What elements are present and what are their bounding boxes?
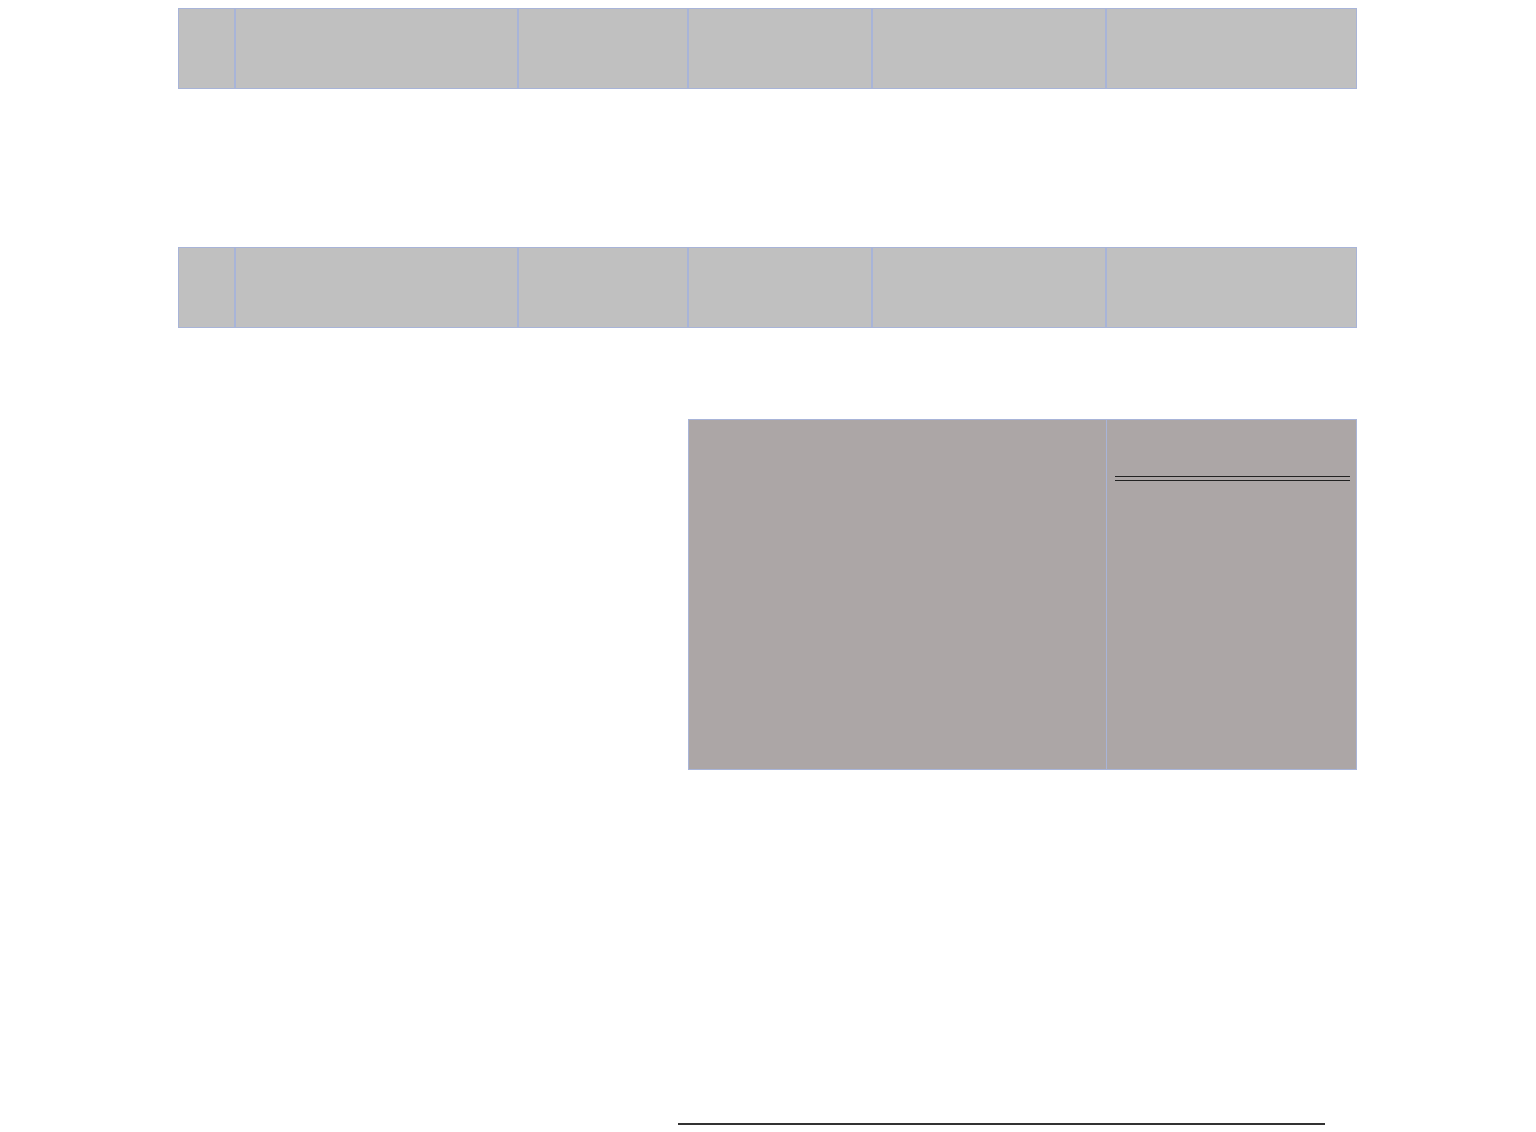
- header-num-cell: [178, 8, 235, 89]
- header-num-cell-2: [178, 247, 235, 328]
- header-clinical-hours: [688, 8, 872, 89]
- bottom-rule: [678, 1123, 1325, 1125]
- header-clinical-education-2: [1106, 247, 1357, 328]
- instruction-box-divider: [1106, 419, 1107, 770]
- header-independent-integrated-2: [872, 247, 1106, 328]
- instruction-box-vertical-title: [700, 440, 760, 750]
- header-clinical-hours-2: [688, 247, 872, 328]
- header-nursing-domains: [235, 8, 518, 89]
- header-theory-hours: [518, 8, 688, 89]
- header-subject-areas: [235, 247, 518, 328]
- nursing-form-table: [178, 8, 1357, 770]
- header-theory-hours-2: [518, 247, 688, 328]
- instruction-box: [688, 419, 1357, 770]
- instruction-box-center-text: [790, 528, 1080, 545]
- header-independent-integrated: [872, 8, 1106, 89]
- header-clinical-education: [1106, 8, 1357, 89]
- instructions-panel: [1115, 475, 1350, 483]
- instructions-intro: [1115, 477, 1350, 481]
